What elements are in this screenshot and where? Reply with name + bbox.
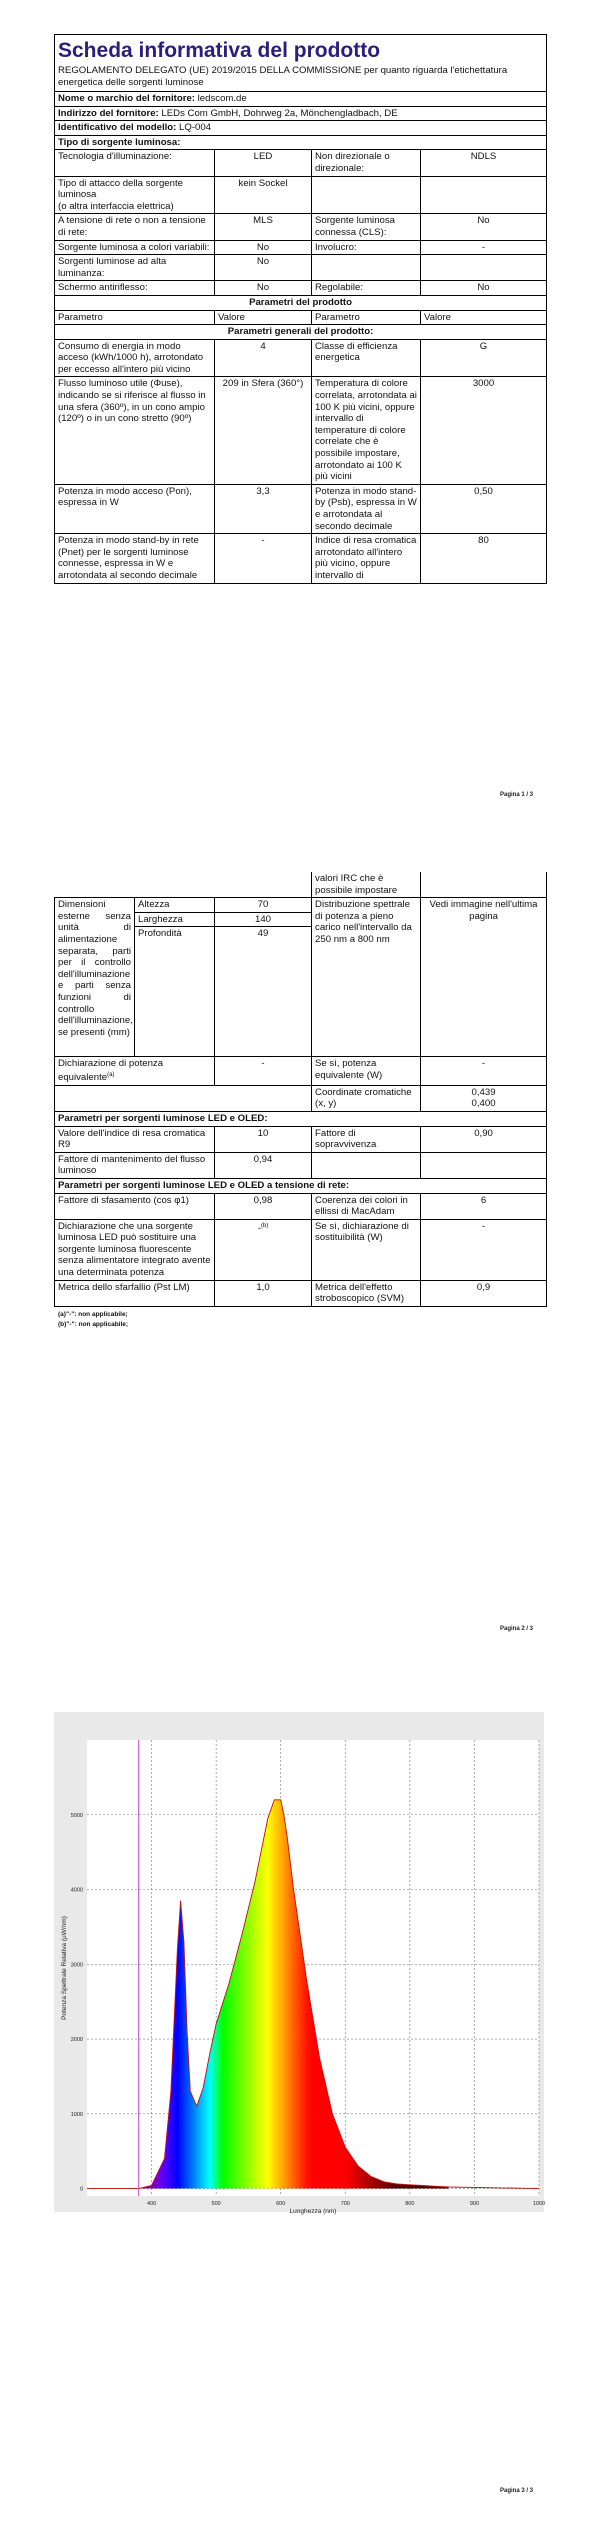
chroma-x: 0,439 [471, 1086, 496, 1098]
x-tick-label-2: 600 [276, 2201, 286, 2207]
regulation-text: REGOLAMENTO DELEGATO (UE) 2019/2015 DELLA COMMISSIONE per quanto riguarda l'etichettatura energetica delle sorgenti luminose [58, 65, 508, 88]
dim-height-label: Altezza [135, 898, 215, 913]
x-tick-label-4: 800 [405, 2201, 415, 2207]
page-number-1: Pagina 1 / 3 [500, 792, 534, 798]
supplier-row: Nome o marchio del fornitore: ledscom.de [55, 92, 547, 107]
row-lumen-maintenance: Fattore di mantenimento del flusso luminoso 0,94 [55, 1152, 547, 1178]
y-tick-label-3: 3000 [70, 1962, 83, 1969]
y-tick-label-4: 4000 [70, 1887, 83, 1894]
row-power-net: Potenza in modo stand-by in rete (Pnet) per le sorgenti luminose connesse, espressa in W e arrotondata al secondo decimale - Indice di resa cromatica arrotondato all'intero più vicino, oppure intervallo di 80 [55, 534, 547, 583]
model-row: Identificativo del modello: LQ-004 [55, 121, 547, 136]
row-replacement: Dichiarazione che una sorgente luminosa LED può sostituire una sorgente luminosa fluorescente senza alimentatore integrato avente una determinata potenza -$^{(b)}$ Se sì, dichiarazione di sostituibilità (W) - [55, 1219, 547, 1280]
section-source-type: Tipo di sorgente luminosa: [55, 135, 547, 150]
footnote-a: (a)"-": non applicabile; [58, 1310, 128, 1318]
row-flux: Flusso luminoso utile (Φuse), indicando se si riferisce al flusso in una sfera (360º), in un cono ampio (120º) o in un cono stretto (90º) 209 in Sfera (360°) Temperatura di colore correlata, arrotondata ai 100 K più vicini, oppure intervallo di temperature di colore correlate che è possibile impostare, arrotondato ai 100 K più vicini 3000 [55, 377, 547, 484]
section-general-params: Parametri generali del prodotto: [55, 325, 547, 340]
y-tick-label-2: 2000 [70, 2037, 83, 2044]
page-number-3: Pagina 3 / 3 [500, 2488, 534, 2494]
supplier-name: ledscom.de [197, 93, 247, 104]
row-cri-continued: valori IRC che è possibile impostare [55, 872, 547, 898]
row-energy: Consumo di energia in modo acceso (kWh/1000 h), arrotondato per eccesso all'intero più vicino 4 Classe di efficienza energetica G [55, 339, 547, 377]
page-1 [0, 34, 595, 584]
y-tick-label-5: 5000 [70, 1812, 83, 1819]
page-3 [0, 1700, 595, 2260]
x-tick-label-3: 700 [340, 2201, 350, 2207]
model-id: LQ-004 [179, 122, 212, 134]
row-dimensions: Dimensioni esterne senza unità di alimentazione separata, parti per il controllo dell'illuminazione e parti senza funzioni di controllo dell'illuminazione, se presenti (mm) Altezza 70 Distribuzione spettrale di potenza a pieno carico nell'intervallo da 250 nm a 800 nm Vedi immagine nell'ultima pagina [55, 898, 547, 913]
x-tick-label-0: 400 [146, 2201, 157, 2207]
product-info-table-part-2 [54, 872, 547, 1307]
page-title: Scheda informativa del prodotto [58, 39, 381, 62]
row-power-on: Potenza in modo acceso (Pon), espressa in W 3,3 Potenza in modo stand-by (Psb), espressa in W e arrotondata al secondo decimale 0,50 [55, 484, 547, 533]
section-mains-led-params: Parametri per sorgenti luminose LED e OLED a tensione di rete: [55, 1178, 547, 1193]
x-axis-label: Lunghezza (nm) [289, 2208, 337, 2215]
row-r9: Valore dell'indice di resa cromatica R9 10 Fattore di sopravvivenza 0,90 [55, 1126, 547, 1152]
row-technology: Tecnologia d'illuminazione: LED Non direzionale o direzionale: NDLS [55, 150, 547, 176]
dim-width-value: 140 [215, 912, 312, 927]
page-2 [0, 872, 595, 1328]
section-led-params: Parametri per sorgenti luminose LED e OLED: [55, 1111, 547, 1126]
product-info-table-part-1 [54, 34, 547, 584]
y-tick-label-0: 0 [79, 2186, 83, 2193]
dim-height-value: 70 [215, 898, 312, 913]
row-chromaticity: Coordinate cromatiche (x, y) 0,439 0,400 [55, 1085, 547, 1111]
row-cap: Tipo di attacco della sorgente luminosa (o altra interfaccia elettrica) kein Sockel [55, 176, 547, 214]
x-tick-label-1: 500 [211, 2201, 221, 2207]
column-headers: Parametro Valore Parametro Valore [55, 310, 547, 325]
supplier-address: LEDs Com GmbH, Dohrweg 2a, Mönchengladbach, DE [161, 107, 398, 119]
dim-depth-label: Profondità [135, 927, 215, 1057]
dim-depth-value: 49 [215, 927, 312, 1057]
row-equivalent-power: Dichiarazione di potenza equivalente$^{(a)}$ - Se sì, potenza equivalente (W) - [55, 1057, 547, 1085]
chroma-y: 0,400 [471, 1098, 496, 1110]
dim-width-label: Larghezza [135, 912, 215, 927]
row-high-luminance: Sorgenti luminose ad alta luminanza: No [55, 255, 547, 281]
address-row: Indirizzo del fornitore: LEDs Com GmbH, Dohrweg 2a, Mönchengladbach, DE [55, 106, 547, 121]
row-mains: A tensione di rete o non a tensione di rete: MLS Sorgente luminosa connessa (CLS): No [55, 214, 547, 240]
x-tick-label-6: 1000 [532, 2201, 546, 2207]
row-power-factor: Fattore di sfasamento (cos φ1) 0,98 Coerenza dei colori in ellissi di MacAdam 6 [55, 1193, 547, 1219]
spectrum-chart [0, 1700, 595, 2260]
section-product-params: Parametri del prodotto [55, 295, 547, 310]
row-colour-tunable: Sorgente luminosa a colori variabili: No Involucro: - [55, 240, 547, 255]
row-anti-glare: Schermo antiriflesso: No Regolabile: No [55, 281, 547, 296]
row-flicker: Metrica dello sfarfallio (Pst LM) 1,0 Metrica dell'effetto stroboscopico (SVM) 0,9 [55, 1280, 547, 1306]
x-tick-label-5: 900 [469, 2201, 480, 2207]
y-axis-label: Potenza Spettrale Relativa (µW/nm) [61, 1916, 68, 2020]
y-tick-label-1: 1000 [70, 2111, 83, 2118]
page-number-2: Pagina 2 / 3 [500, 1626, 534, 1632]
footnote-b: (b)"-": non applicabile; [58, 1320, 129, 1328]
